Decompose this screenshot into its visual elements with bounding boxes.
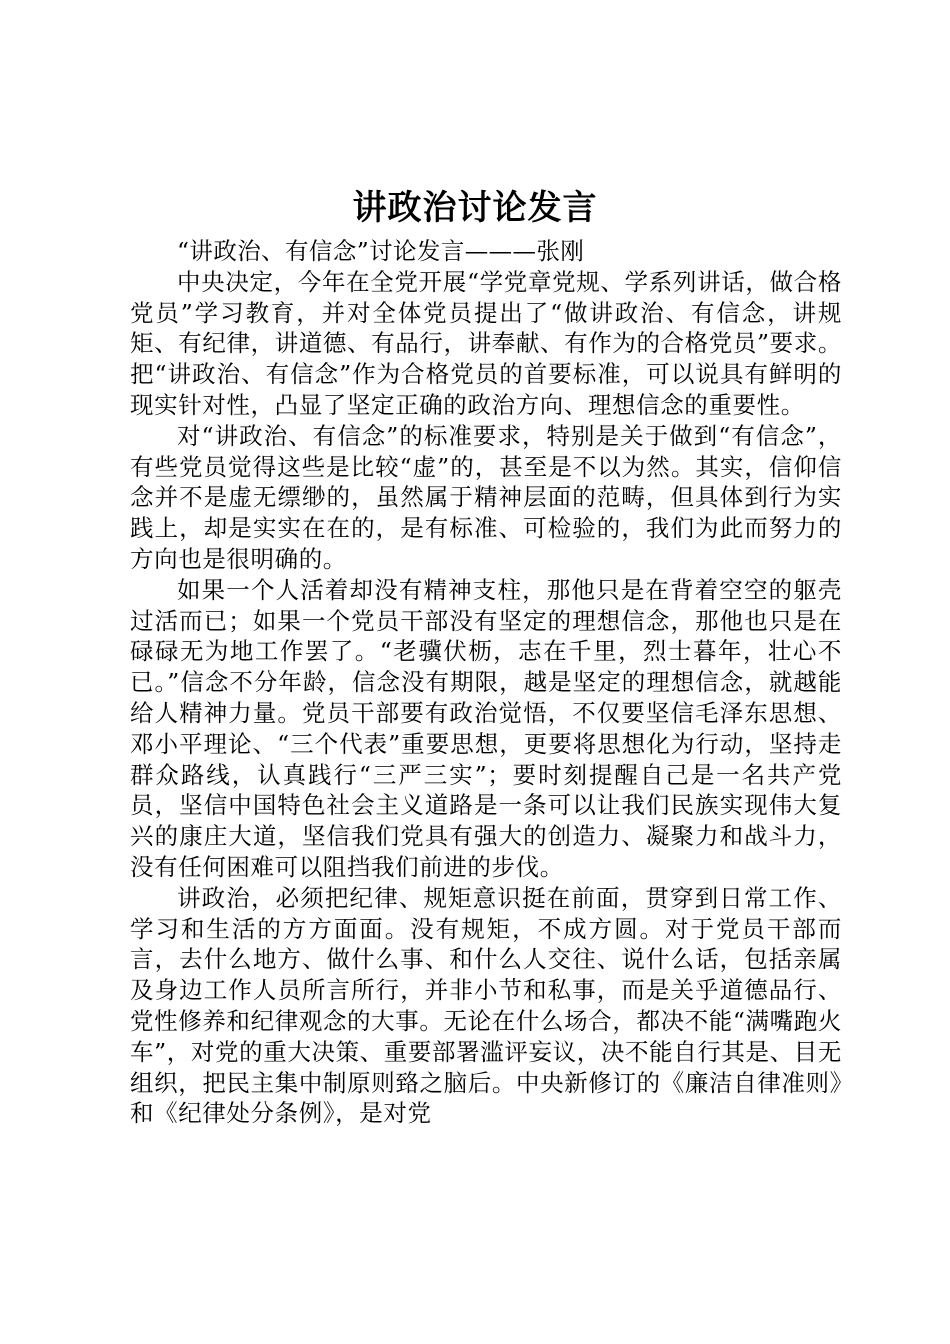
document-title: 讲政治讨论发言 [352, 188, 598, 228]
paragraph-3: 如果一个人活着却没有精神支柱，那他只是在背着空空的躯壳过活而已；如果一个党员干部没有坚定的理想信念，那他也只是在碌碌无为地工作罢了。“老骥伏枥，志在千里，烈士暮年，壮心不已。”信念不分年龄，信念没有期限，越是坚定的理想信念，就越能给人精神力量。党员干部要有政治觉悟，不仅要坚信毛泽东思想、邓小平理论、“三个代表”重要思想，更要将思想化为行动，坚持走群众路线，认真践行“三严三实”；要时刻提醒自己是一名共产党员，坚信中国特色社会主义道路是一条可以让我们民族实现伟大复兴的康庄大道，坚信我们党具有强大的创造力、凝聚力和战斗力，没有任何困难可以阻挡我们前进的步伐。 [130, 575, 842, 881]
paragraph-4: 讲政治，必须把纪律、规矩意识挺在前面，贯穿到日常工作、学习和生活的方方面面。没有规矩，不成方圆。对于党员干部而言，去什么地方、做什么事、和什么人交往、说什么话，包括亲属及身边工作人员所言所行，并非小节和私事，而是关乎道德品行、党性修养和纪律观念的大事。无论在什么场合，都决不能“满嘴跑火车”，对党的重大决策、重要部署滥评妄议，决不能自行其是、目无组织，把民主集中制原则臵之脑后。中央新修订的《廉洁自律准则》和《纪律处分条例》，是对党 [130, 883, 842, 1128]
document-subtitle: “讲政治、有信念”讨论发言———张刚 [177, 237, 585, 265]
paragraph-2: 对“讲政治、有信念”的标准要求，特别是关于做到“有信念”，有些党员觉得这些是比较“虚”的，甚至是不以为然。其实，信仰信念并不是虚无缥缈的，虽然属于精神层面的范畴，但具体到行为实践上，却是实实在在的，是有标准、可检验的，我们为此而努力的方向也是很明确的。 [130, 421, 842, 573]
document-body [130, 236, 842, 1129]
paragraph-1: 中央决定，今年在全党开展“学党章党规、学系列讲话，做合格党员”学习教育，并对全体党员提出了“做讲政治、有信念，讲规矩、有纪律，讲道德、有品行，讲奉献、有作为的合格党员”要求。把“讲政治、有信念”作为合格党员的首要标准，可以说具有鲜明的现实针对性，凸显了坚定正确的政治方向、理想信念的重要性。 [130, 267, 842, 419]
